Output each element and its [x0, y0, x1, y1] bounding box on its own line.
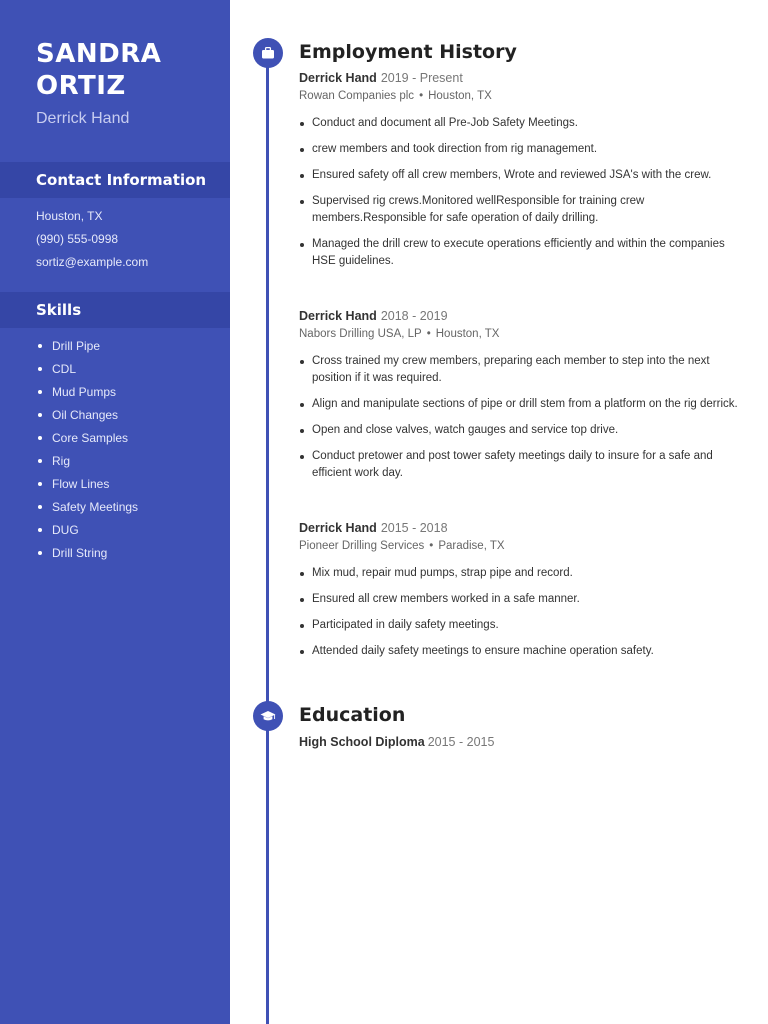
separator-dot: •: [426, 328, 431, 340]
job-company-line: [299, 537, 739, 555]
education-dates: 2015 - 2015: [427, 735, 495, 749]
sidebar: [0, 0, 230, 1024]
job-company: Pioneer Drilling Services: [299, 540, 425, 552]
job-bullet: Align and manipulate sections of pipe or drill stem from a platform on the rig derrick.: [299, 396, 739, 413]
skill-item: Mud Pumps: [36, 381, 138, 404]
job-bullet: Conduct pretower and post tower safety meetings daily to insure for a safe and efficient work day.: [299, 448, 739, 482]
job-entry: [299, 519, 739, 669]
job-header: [299, 69, 739, 87]
separator-dot: •: [419, 90, 424, 102]
education-heading: Education: [299, 704, 406, 726]
skills-list: [36, 335, 138, 565]
job-header: [299, 519, 739, 537]
job-company-line: [299, 87, 739, 105]
job-dates: 2018 - 2019: [380, 309, 448, 323]
job-company: Nabors Drilling USA, LP: [299, 328, 422, 340]
job-bullet: Open and close valves, watch gauges and service top drive.: [299, 422, 739, 439]
job-location: Houston, TX: [435, 328, 500, 340]
skill-item: Rig: [36, 450, 138, 473]
candidate-name: [36, 38, 216, 102]
job-title: Derrick Hand: [299, 309, 377, 323]
skill-item: Oil Changes: [36, 404, 138, 427]
contact-location: Houston, TX: [36, 209, 103, 223]
name-last: ORTIZ: [36, 71, 126, 101]
job-bullet: Ensured safety off all crew members, Wrote and reviewed JSA's with the crew.: [299, 167, 739, 184]
job-bullets: [299, 115, 739, 270]
job-dates: 2019 - Present: [380, 71, 463, 85]
skill-item: DUG: [36, 519, 138, 542]
contact-email[interactable]: sortiz@example.com: [36, 255, 149, 269]
graduation-cap-icon: [253, 701, 283, 731]
job-bullets: [299, 565, 739, 660]
education-degree: High School Diploma: [299, 735, 425, 749]
job-bullet: Attended daily safety meetings to ensure machine operation safety.: [299, 643, 739, 660]
contact-heading: Contact Information: [0, 162, 230, 198]
name-first: SANDRA: [36, 39, 162, 69]
job-company-line: [299, 325, 739, 343]
job-entry: [299, 307, 739, 491]
job-location: Houston, TX: [428, 90, 492, 102]
job-bullet: Mix mud, repair mud pumps, strap pipe and record.: [299, 565, 739, 582]
job-header: [299, 307, 739, 325]
job-bullet: Conduct and document all Pre-Job Safety Meetings.: [299, 115, 739, 132]
job-bullets: [299, 353, 739, 482]
job-bullet: Cross trained my crew members, preparing each member to step into the next position if it was required.: [299, 353, 739, 387]
job-bullet: crew members and took direction from rig management.: [299, 141, 739, 158]
education-entry: [299, 733, 494, 751]
job-subtitle: Derrick Hand: [36, 110, 130, 127]
contact-list: [36, 205, 148, 274]
skill-item: Drill Pipe: [36, 335, 138, 358]
skill-item: CDL: [36, 358, 138, 381]
skill-item: Drill String: [36, 542, 138, 565]
job-location: Paradise, TX: [438, 540, 505, 552]
skill-item: Safety Meetings: [36, 496, 138, 519]
briefcase-icon: [253, 38, 283, 68]
employment-heading: Employment History: [299, 41, 517, 63]
job-title: Derrick Hand: [299, 521, 377, 535]
job-entry: [299, 69, 739, 279]
job-bullet: Supervised rig crews.Monitored wellResponsible for training crew members.Responsible for safe operation of daily drilling.: [299, 193, 739, 227]
job-company: Rowan Companies plc: [299, 90, 415, 102]
skills-heading: Skills: [0, 292, 230, 328]
job-title: Derrick Hand: [299, 71, 377, 85]
separator-dot: •: [429, 540, 434, 552]
job-bullet: Ensured all crew members worked in a safe manner.: [299, 591, 739, 608]
job-bullet: Managed the drill crew to execute operations efficiently and within the companies HSE guidelines.: [299, 236, 739, 270]
contact-phone[interactable]: (990) 555-0998: [36, 232, 119, 246]
skill-item: Flow Lines: [36, 473, 138, 496]
job-dates: 2015 - 2018: [380, 521, 448, 535]
timeline-line: [266, 54, 269, 1024]
skill-item: Core Samples: [36, 427, 138, 450]
job-bullet: Participated in daily safety meetings.: [299, 617, 739, 634]
